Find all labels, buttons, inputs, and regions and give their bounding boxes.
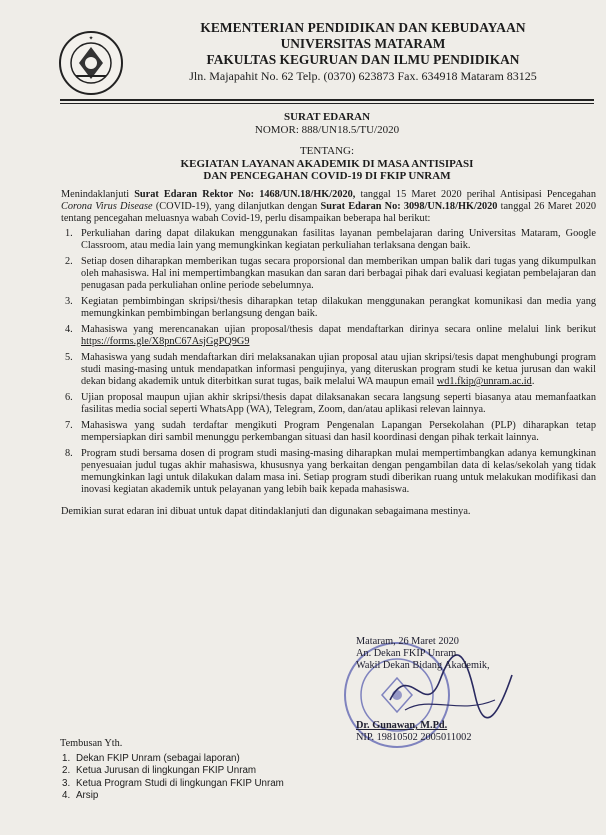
list-item: 6. Ujian proposal maupun ujian akhir skripsi/thesis dapat dilaksanakan secara langsung seperti biasanya atau memanfaatkan fasilitas media social seperti WhatsApp (WA), Telegram, Zoom, dan/atau aplikasi relevan lainnya. <box>65 392 596 415</box>
signer-position: Wakil Dekan Bidang Akademik, <box>356 660 490 671</box>
intro-text: Menindaklanjuti <box>61 189 135 200</box>
place-date: Mataram, 26 Maret 2020 <box>356 636 459 647</box>
letter-body <box>61 189 596 518</box>
cc-item: 2. Ketua Jurusan di lingkungan FKIP Unram <box>62 765 257 776</box>
cc-list <box>60 753 284 803</box>
points-list <box>61 228 596 496</box>
carbon-copy <box>60 738 284 803</box>
registration-form-link[interactable]: https://forms.gle/X8pnC67AsjGgPQ9G9 <box>81 336 250 347</box>
letterhead <box>128 20 598 84</box>
list-item: 5. Mahasiswa yang sudah mendaftarkan diri melaksanakan ujian proposal atau ujian skripsi/tesis dapat menghubungi program studi masing-masing untuk mendapatkan informasi pengujinya, yang diteruskan program studi ke ketua jurusan dan wakil dekan bidang akademik untuk diterbitkan surat tugas, baik melalui WA maupun email wd1.fkip@unram.ac.id. <box>65 352 596 387</box>
university-logo <box>58 30 124 96</box>
cc-title: Tembusan Yth. <box>60 738 123 749</box>
signer-nip: NIP. 19810502 2005011002 <box>356 732 472 743</box>
letter-title <box>60 111 594 137</box>
reference-circular: Surat Edaran No: 3098/UN.18/HK/2020 <box>320 201 498 212</box>
list-item: 7. Mahasiswa yang sudah terdaftar mengikuti Program Pengenalan Lapangan Persekolahan (PLP) diharapkan tetap mempersiapkan diri sambil menunggu perkembangan situasi dan hasil koordinasi dengan pihak terkait lainnya. <box>65 420 596 443</box>
intro-text: tanggal 15 Maret 2020 perihal Antisipasi Pencegahan <box>355 189 597 200</box>
subject-line-1: KEGIATAN LAYANAN AKADEMIK DI MASA ANTISIPASI <box>180 158 474 170</box>
reference-rector-letter: Surat Edaran Rektor No: 1468/UN.18/HK/2020, <box>134 189 356 200</box>
svg-text:✦: ✦ <box>88 35 94 42</box>
closing-sentence: Demikian surat edaran ini dibuat untuk dapat ditindaklanjuti dan digunakan sebagaimana mestinya. <box>61 506 471 517</box>
signer-name: Dr. Gunawan, M.Pd. <box>356 720 448 731</box>
intro-text: tanggal 26 Maret 2020 tentang pencegahan meluasnya wabah Covid-19, perlu disampaikan beberapa hal berikut: <box>61 201 596 224</box>
list-item: 2. Setiap dosen diharapkan memberikan tugas secara proporsional dan memberikan umpan balik dari tugas yang dikumpulkan oleh mahasiswa. Hal ini mempertimbangkan masukan dan saran dari berbagai pihak dari evaluasi kegiatan pembelajaran dan penugasan pada perkuliahan online periode sebelumnya. <box>65 256 596 291</box>
signature-block <box>356 636 596 744</box>
cc-item: 3. Ketua Program Studi di lingkungan FKIP Unram <box>62 777 284 789</box>
list-item: 3. Kegiatan pembimbingan skripsi/thesis diharapkan tetap dilakukan menggunakan perangkat komunikasi dan media yang memungkinkan pembimbingan berlangsung dengan baik. <box>65 296 596 319</box>
cc-item: 1. Dekan FKIP Unram (sebagai laporan) <box>62 752 240 764</box>
intro-text: (COVID-19), yang dilanjutkan dengan <box>152 201 321 212</box>
intro-italic: Corona Virus Disease <box>61 201 153 212</box>
header-rule-thick <box>60 99 594 101</box>
subject-label: TENTANG: <box>299 145 355 157</box>
university-name: UNIVERSITAS MATARAM <box>280 36 446 51</box>
intro-paragraph <box>61 189 596 225</box>
header-rule-thin <box>60 103 594 104</box>
letter-type: SURAT EDARAN <box>283 111 371 123</box>
list-item: 4. Mahasiswa yang merencanakan ujian proposal/thesis dapat mendaftarkan dirinya secara online melalui link berikut https://forms.gle/X8pnC67AsjGgPQ9G9 <box>65 324 596 347</box>
on-behalf: An. Dekan FKIP Unram <box>356 648 457 659</box>
list-item: 1. Perkuliahan daring dapat dilakukan menggunakan fasilitas layanan pembelajaran daring Universitas Mataram, Google Classroom, atau media lain yang memungkinkan kegiatan perkuliahan terlaksana dengan baik. <box>65 228 596 251</box>
list-item: 8. Program studi bersama dosen di program studi masing-masing diharapkan mulai mempertimbangkan adanya kemungkinan penyesuaian judul tugas akhir mahasiswa, khususnya yang berkaitan dengan pengambilan data di kelas/sekolah yang tidak memungkinkan lagi untuk dilakukan dalam masa ini. Setiap program studi diberikan ruang untuk melakukan modifikasi dan inovasi kegiatan akademik untuk pelayanan yang lebih baik kepada mahasiswa. <box>65 448 596 495</box>
ministry-name: KEMENTERIAN PENDIDIKAN DAN KEBUDAYAAN <box>200 20 526 35</box>
address-line: Jln. Majapahit No. 62 Telp. (0370) 623873 Fax. 634918 Mataram 83125 <box>189 69 537 83</box>
email-link[interactable]: wd1.fkip@unram.ac.id <box>436 376 532 387</box>
subject-line-2: DAN PENCEGAHAN COVID-19 DI FKIP UNRAM <box>203 170 451 182</box>
cc-item: 4. Arsip <box>62 790 99 801</box>
letter-number: NOMOR: 888/UN18.5/TU/2020 <box>254 124 400 136</box>
faculty-name: FAKULTAS KEGURUAN DAN ILMU PENDIDIKAN <box>206 52 520 67</box>
letter-subject <box>60 145 594 182</box>
